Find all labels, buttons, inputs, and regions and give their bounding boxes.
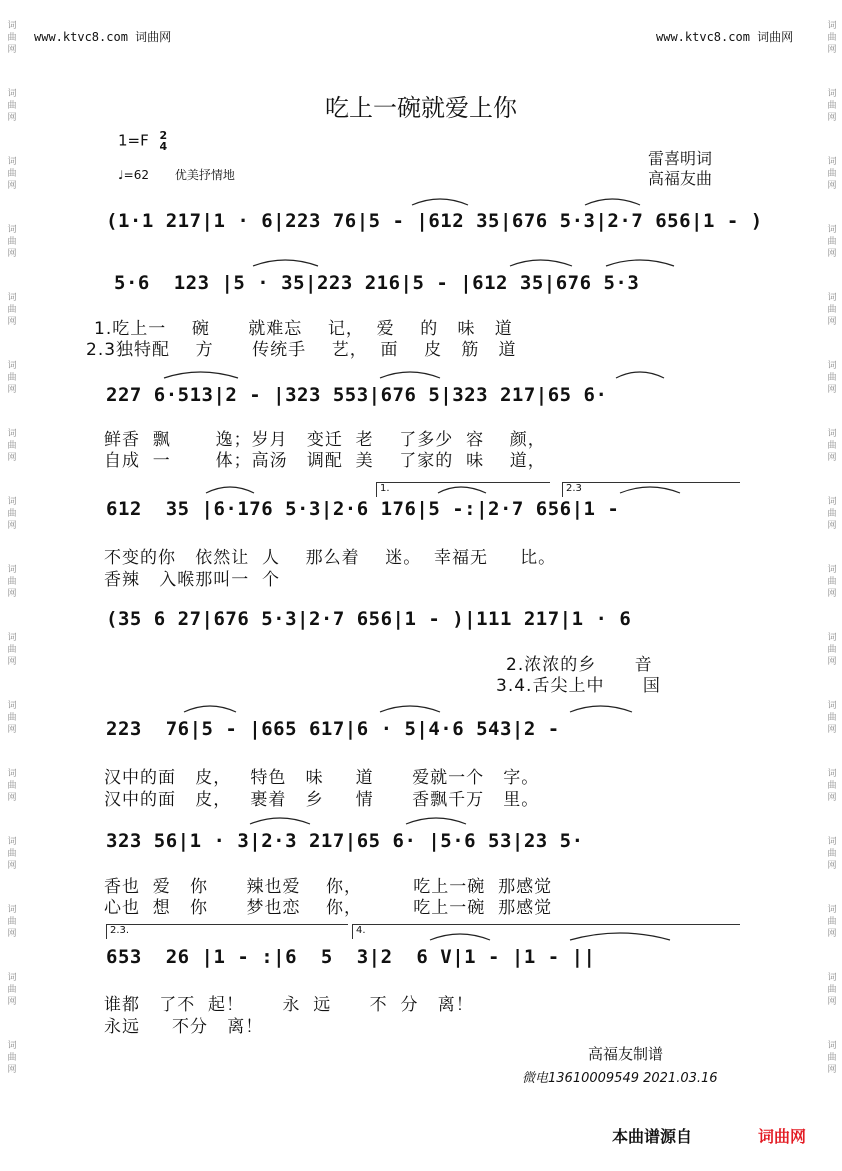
watermark-glyphs: 词 曲 网 [7, 293, 17, 327]
watermark-glyphs: 词 曲 网 [827, 89, 837, 123]
notation-line-6: 223 76|5 - |665 617|6 · 5|4·6 543|2 - [106, 718, 572, 740]
interlude-notation-line: (35 6 27|676 5·3|2·7 656|1 - )|111 217|1 · 6 [106, 608, 632, 630]
lyric-line-3a: 鲜香 飘 逸；岁月 变迁 老 了多少 容 颜， [104, 430, 546, 450]
site-url-left[interactable]: www.ktvc8.com 词曲网 [34, 30, 172, 44]
lyric-line-8b: 永远 不分 离！ [104, 1017, 264, 1037]
key-label: 1=F [118, 131, 149, 150]
watermark-glyphs: 词 曲 网 [7, 701, 17, 735]
watermark-glyphs: 词 曲 网 [7, 157, 17, 191]
watermark-glyphs: 词 曲 网 [7, 973, 17, 1007]
slur-mark [620, 487, 680, 493]
lyric-line-4b: 香辣 入喉那叫一 个 [104, 570, 281, 590]
notation-line-4: 612 35 |6·176 5·3|2·6 176|5 -:|2·7 656|1 - [106, 498, 632, 520]
watermark-glyphs: 词 曲 网 [827, 565, 837, 599]
contact-info: 微电13610009549 2021.03.16 [522, 1071, 718, 1086]
meter-top: 2 [159, 129, 168, 142]
watermark-glyphs: 词 曲 网 [7, 837, 17, 871]
composer-credit: 高福友曲 [648, 169, 713, 188]
slur-mark [184, 706, 236, 712]
meter-bottom: 4 [159, 140, 168, 153]
site-url-right[interactable]: www.ktvc8.com 词曲网 [656, 30, 794, 44]
watermark-glyphs: 词 曲 网 [827, 497, 837, 531]
watermark-glyphs: 词 曲 网 [7, 21, 17, 55]
watermark-glyphs: 词 曲 网 [7, 89, 17, 123]
lyric-line-6b: 汉中的面 皮， 裹着 乡 情 香飘千万 里。 [104, 790, 540, 810]
slur-mark [406, 818, 466, 824]
watermark-glyphs: 词 曲 网 [827, 973, 837, 1007]
slur-mark [438, 487, 486, 493]
watermark-glyphs: 词 曲 网 [827, 225, 837, 259]
watermark-glyphs: 词 曲 网 [7, 361, 17, 395]
volta-1: 1. [376, 482, 550, 497]
watermark-glyphs: 词 曲 网 [827, 633, 837, 667]
expression-mark: 优美抒情地 [174, 168, 235, 182]
source-site-link[interactable]: 词曲网 [758, 1127, 807, 1146]
source-label: 本曲谱源自 [612, 1127, 693, 1146]
lyricist-credit: 雷喜明词 [648, 149, 713, 168]
watermark-glyphs: 词 曲 网 [7, 1041, 17, 1075]
intro-notation-line: (1·1 217|1 · 6|223 76|5 - |612 35|676 5·3|2·7 656|1 - ) [106, 210, 763, 232]
lyric-line-5a: 2.浓浓的乡 音 [506, 655, 653, 675]
watermark-glyphs: 词 曲 网 [7, 769, 17, 803]
notation-line-7: 323 56|1 · 3|2·3 217|65 6· |5·6 53|23 5· [106, 830, 584, 852]
notation-line-3: 227 6·513|2 - |323 553|676 5|323 217|65 6· [106, 384, 608, 406]
lyric-line-7b: 心也 想 你 梦也恋 你， 吃上一碗 那感觉 [104, 898, 553, 918]
watermark-glyphs: 词 曲 网 [827, 905, 837, 939]
watermark-glyphs: 词 曲 网 [7, 429, 17, 463]
watermark-glyphs: 词 曲 网 [7, 225, 17, 259]
watermark-glyphs: 词 曲 网 [7, 633, 17, 667]
watermark-glyphs: 词 曲 网 [827, 157, 837, 191]
lyric-line-4a: 不变的你 依然让 人 那么着 迷。 幸福无 比。 [104, 548, 557, 568]
volta-23-end: 2.3. [106, 924, 348, 939]
notation-line-8: 653 26 |1 - :|6 5 3|2 6 V|1 - |1 - || [106, 946, 596, 968]
watermark-glyphs: 词 曲 网 [7, 497, 17, 531]
watermark-glyphs: 词 曲 网 [827, 361, 837, 395]
tempo-value: ♩=62 [118, 168, 149, 182]
watermark-glyphs: 词 曲 网 [7, 905, 17, 939]
lyric-line-7a: 香也 爱 你 辣也爱 你， 吃上一碗 那感觉 [104, 877, 553, 897]
watermark-glyphs: 词 曲 网 [827, 837, 837, 871]
slur-mark [412, 199, 468, 205]
volta-4: 4. [352, 924, 740, 939]
lyric-line-8a: 谁都 了不 起！ 永 远 不 分 离！ [104, 995, 474, 1015]
slur-mark [606, 260, 674, 266]
lyric-line-3b: 自成 一 体；高汤 调配 美 了家的 味 道， [104, 451, 546, 471]
slur-mark [585, 199, 640, 205]
lyric-line-5b: 3.4.舌尖上中 国 [496, 676, 661, 696]
watermark-glyphs: 词 曲 网 [827, 293, 837, 327]
song-title: 吃上一碗就爱上你 [325, 94, 517, 122]
slur-mark [430, 934, 490, 940]
lyric-line-2b: 2.3独特配 方 传统手 艺， 面 皮 筋 道 [86, 340, 517, 360]
slur-mark [380, 706, 440, 712]
watermark-glyphs: 词 曲 网 [827, 429, 837, 463]
slur-mark [570, 933, 670, 940]
slur-mark [380, 372, 440, 378]
slur-mark [510, 260, 572, 266]
watermark-glyphs: 词 曲 网 [7, 565, 17, 599]
slur-mark [253, 260, 318, 266]
slur-mark [570, 706, 632, 712]
lyric-line-6a: 汉中的面 皮， 特色 味 道 爱就一个 字。 [104, 768, 540, 788]
volta-23: 2.3 [562, 482, 740, 497]
slur-mark [616, 372, 664, 378]
watermark-glyphs: 词 曲 网 [827, 21, 837, 55]
watermark-glyphs: 词 曲 网 [827, 1041, 837, 1075]
slur-mark [250, 818, 310, 824]
watermark-glyphs: 词 曲 网 [827, 769, 837, 803]
lyric-line-2a: 1.吃上一 碗 就难忘 记， 爱 的 味 道 [94, 319, 513, 339]
watermark-glyphs: 词 曲 网 [827, 701, 837, 735]
score-maker: 高福友制谱 [588, 1045, 664, 1063]
slur-mark [164, 372, 238, 378]
notation-line-2: 5·6 123 |5 · 35|223 216|5 - |612 35|676 5·3 [114, 272, 640, 294]
slur-mark [206, 487, 254, 493]
